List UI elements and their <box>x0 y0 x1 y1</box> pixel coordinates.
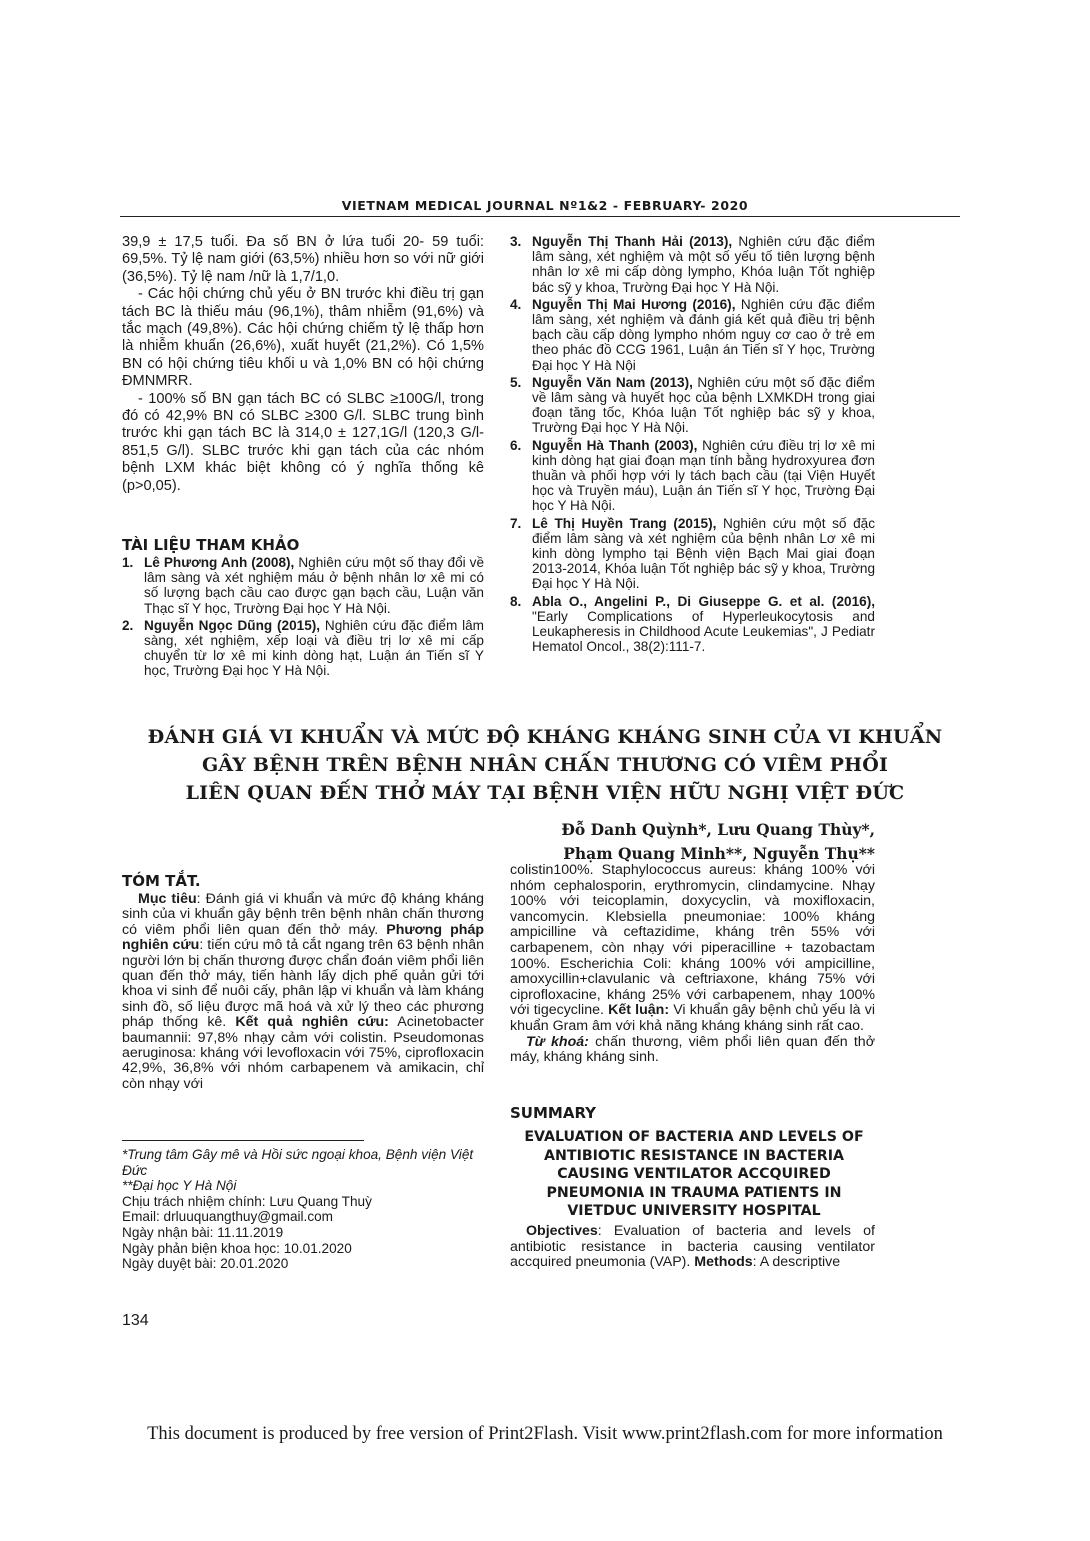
abstract-title: TÓM TẮT. <box>122 872 201 890</box>
footnote-email: Email: drluuquangthuy@gmail.com <box>122 1209 334 1225</box>
conclusion-label: Kết luận: <box>608 1002 670 1019</box>
methods-text: : tiến cứu mô tả cắt ngang trên 63 bệnh nhân người lớn bị chấn thương được chẩn đoán viêm phổi liên quan đến thở máy, tiến hành lấy dịch phế quản gửi tới khoa vi sinh để nuôi cấy, phân lập vi khuẩn và làm kháng sinh đồ, số liệu được mã hoá và xử lý theo các phương pháp thống kê. <box>122 937 484 1031</box>
results-text: Acinetobacter baumannii: 97,8% nhạy cảm với colistin. Pseudomonas aeruginosa: kháng với levofloxacin với 75%, ciprofloxacin 42,9%, 36,8% với nhóm carbapenem và amikacin, chỉ còn nhạy với <box>122 1014 484 1092</box>
page-number: 134 <box>122 1312 149 1329</box>
reference-item <box>122 618 484 679</box>
conclusion-text: Vi khuẩn gây bệnh chủ yếu là vi khuẩn Gram âm với khả năng kháng kháng sinh rất cao. <box>510 1002 875 1034</box>
reference-text: "Early Complications of Hyperleukocytosis and Leukapheresis in Childhood Acute Leukemias", J Pediatr Hematol Oncol., 38(2):111-7. <box>532 608 875 655</box>
objectives-text: : Evaluation of bacteria and levels of antibiotic resistance in bacteria causing ventilator accquired pneumonia (VAP). <box>510 1223 875 1271</box>
footnote-received: Ngày nhận bài: 11.11.2019 <box>122 1224 284 1240</box>
reference-author: Lê Thị Huyền Trang (2015), <box>532 515 717 531</box>
prev-article-left-column <box>122 234 484 495</box>
footnotes <box>122 1147 482 1272</box>
reference-text: Nghiên cứu một số đặc điểm lâm sàng và xét nghiệm của bệnh nhân Lơ xê mi kinh dòng lympho tại Bệnh viện Bạch Mai giai đoạn 2013-2014, Khóa luận Tốt nghiệp bác sỹ y khoa, Trường Đại học Y Hà Nội. <box>532 515 875 592</box>
reference-number: 5. <box>510 374 522 390</box>
reference-number: 6. <box>510 437 522 453</box>
reference-text: Nghiên cứu điều trị lơ xê mi kinh dòng hạt giai đoạn mạn tính bằng hydroxyurea đơn thuần và phối hợp với ly tách bạch cầu (tại Viện Huyết học và Truyền máu), Luận án Tiến sĩ Y học, Trường Đại học Y Hà Nội. <box>532 437 875 514</box>
reference-author: Lê Phương Anh (2008), <box>144 555 295 570</box>
reference-author: Nguyễn Thị Thanh Hải (2013), <box>532 234 733 249</box>
producer-note: This document is produced by free version of Print2Flash. Visit www.print2flash.com for more information <box>147 1424 943 1444</box>
authors-line: Phạm Quang Minh**, Nguyễn Thụ** <box>563 844 875 863</box>
keywords-label: Từ khoá: <box>526 1033 589 1050</box>
authors-line: Đỗ Danh Quỳnh*, Lưu Quang Thùy*, <box>561 820 875 839</box>
references-list-right <box>510 234 875 656</box>
reference-number: 8. <box>510 593 522 609</box>
reference-number: 3. <box>510 234 522 249</box>
title-line: GÂY BỆNH TRÊN BỆNH NHÂN CHẤN THƯƠNG CÓ VIÊM PHỔI <box>201 754 889 776</box>
methods-label: Phương pháp nghiên cứu <box>122 921 485 954</box>
reference-text: Nghiên cứu một số thay đổi về lâm sàng và xét nghiệm máu ở bệnh nhân lơ xê mi có số lượng bạch cầu cao được gạn bạch cầu, Luận văn Thạc sĩ Y học, Trường Đại học Y Hà Nội. <box>144 555 485 616</box>
journal-header: VIETNAM MEDICAL JOURNAL Nº1&2 - FEBRUARY- 2020 <box>341 198 749 213</box>
methods-text-en: : A descriptive <box>752 1254 841 1271</box>
footnote-divider <box>122 1140 364 1141</box>
reference-item <box>510 297 875 373</box>
reference-number: 2. <box>122 617 134 633</box>
reference-text: Nghiên cứu đặc điểm lâm sàng, xét nghiệm và một số yếu tố tiên lượng bệnh nhân lơ xê mi cấp dòng lympho, Khóa luận Tốt nghiệp bác sỹ y khoa, Trường Đại học Y Hà Nội. <box>532 234 875 295</box>
title-line: ĐÁNH GIÁ VI KHUẨN VÀ MỨC ĐỘ KHÁNG KHÁNG SINH CỦA VI KHUẨN <box>147 726 943 748</box>
paragraph: - Các hội chứng chủ yếu ở BN trước khi điều trị gạn tách BC là thiếu máu (96,1%), thâm nhiễm (91,6%) và tắc mạch (49,8%). Các hội chứng chiếm tỷ lệ thấp hơn là nhiễm khuẩn (26,6%), xuất huyết (21,2%). Có 1,5% BN có hội chứng tiêu khối u và 1,0% BN có hội chứng ĐMNMRR. <box>122 286 484 390</box>
reference-item <box>510 516 875 592</box>
methods-label-en: Methods <box>694 1254 753 1271</box>
reference-text: Nghiên cứu đặc điểm lâm sàng, xét nghiệm và đánh giá kết quả điều trị bệnh bạch cầu cấp dòng lympho nhóm nguy cơ cao ở trẻ em theo phác đồ CCG 1961, Luận án Tiến sĩ Y học, Trường Đại học Y Hà Nội <box>532 296 875 373</box>
reference-author: Nguyễn Thị Mai Hương (2016), <box>532 296 736 312</box>
summary-body <box>510 1224 875 1271</box>
summary-english-title: EVALUATION OF BACTERIA AND LEVELS OF ANTIBIOTIC RESISTANCE IN BACTERIA CAUSING VENTILATOR ACCQUIRED PNEUMONIA IN TRAUMA PATIENTS IN VIETDUC UNIVERSITY HOSPITAL <box>524 1129 864 1220</box>
reference-author: Nguyễn Ngọc Dũng (2015), <box>144 617 321 633</box>
reference-number: 4. <box>510 296 522 312</box>
reference-item <box>122 555 484 616</box>
reference-number: 1. <box>122 555 134 570</box>
reference-item <box>510 438 875 514</box>
references-title: TÀI LIỆU THAM KHẢO <box>122 536 300 554</box>
reference-item <box>510 375 875 436</box>
objectives-label: Objectives <box>526 1223 598 1239</box>
keywords-text: chấn thương, viêm phổi liên quan đến thở máy, kháng kháng sinh. <box>510 1033 875 1066</box>
article-authors <box>520 818 875 866</box>
footnote-corresponding: Chịu trách nhiệm chính: Lưu Quang Thuỳ <box>122 1193 372 1209</box>
results-continued-text: colistin100%. Staphylococcus aureus: kháng 100% với nhóm cephalosporin, erythromycin, clindamycine. Nhạy 100% với teicoplamin, doxycyclin, và moxifloxacin, vancomycin. Klebsiella pneumoniae: 100% kháng ampicilline và ceftazidime, kháng trên 55% với carbapenem, còn nhạy với piperacilline + tazobactam 100%. Escherichia Coli: kháng 100% với ampicilline, amoxycillin+clavulanic và ceftriaxone, kháng 75% với ciprofloxacine, kháng 25% với carbapenem, nhạy 100% với tigecycline. <box>510 862 875 1019</box>
paragraph: 39,9 ± 17,5 tuổi. Đa số BN ở lứa tuổi 20- 59 tuổi: 69,5%. Tỷ lệ nam giới (63,5%) nhiều hơn so với nữ giới (36,5%). Tỷ lệ nam /nữ là 1,7/1,0. <box>122 234 484 285</box>
objective-label: Mục tiêu <box>138 891 197 907</box>
paragraph: - 100% số BN gạn tách BC có SLBC ≥100G/l, trong đó có 42,9% BN có SLBC ≥300 G/l. SLBC trung bình trước khi gạn tách BC là 314,0 ± 127,1G/l (120,3 G/l- 851,5 G/l). SLBC trước khi gạn tách của các nhóm bệnh LXM khác biệt không có ý nghĩa thống kê (p>0,05). <box>122 390 484 494</box>
reference-author: Nguyễn Hà Thanh (2003), <box>532 437 698 453</box>
article-title <box>95 723 995 807</box>
results-label: Kết quả nghiên cứu: <box>235 1014 389 1031</box>
reference-text: Nghiên cứu đặc điểm lâm sàng, xét nghiệm, xếp loại và điều trị lơ xê mi cấp chuyển từ lơ xê mi kinh dòng hạt, Luận án Tiến sĩ Y học, Trường Đại học Y Hà Nội. <box>144 617 484 679</box>
title-line: LIÊN QUAN ĐẾN THỞ MÁY TẠI BỆNH VIỆN HỮU NGHỊ VIỆT ĐỨC <box>185 782 905 804</box>
summary-title: SUMMARY <box>510 1104 597 1122</box>
footnote-reviewed: Ngày phản biện khoa học: 10.01.2020 <box>122 1240 352 1256</box>
reference-author: Abla O., Angelini P., Di Giuseppe G. et al. (2016), <box>532 593 875 609</box>
reference-author: Nguyễn Văn Nam (2013), <box>532 374 693 390</box>
abstract-left-column <box>122 892 484 1092</box>
header-divider <box>120 216 960 217</box>
footnote-accepted: Ngày duyệt bài: 20.01.2020 <box>122 1256 289 1272</box>
reference-item <box>510 594 875 655</box>
footnote-affiliation: **Đại học Y Hà Nội <box>122 1178 237 1194</box>
reference-number: 7. <box>510 515 522 531</box>
objective-text: : Đánh giá vi khuẩn và mức độ kháng kháng sinh của vi khuẩn gây bệnh trên bệnh nhân chấn thương có viêm phổi liên quan đến thở máy. <box>122 891 484 938</box>
references-list-left <box>122 555 484 681</box>
reference-text: Nghiên cứu một số đặc điểm về lâm sàng và huyết học của bệnh LXMKDH trong giai đoạn tăng tốc, Khóa luận Tốt nghiệp bác sỹ y khoa, Trường Đại học Y Hà Nội. <box>532 374 875 436</box>
reference-item <box>510 234 875 295</box>
abstract-right-column <box>510 863 875 1066</box>
footnote-affiliation: *Trung tâm Gây mê và Hồi sức ngoại khoa, Bệnh viện Việt Đức <box>122 1147 474 1178</box>
